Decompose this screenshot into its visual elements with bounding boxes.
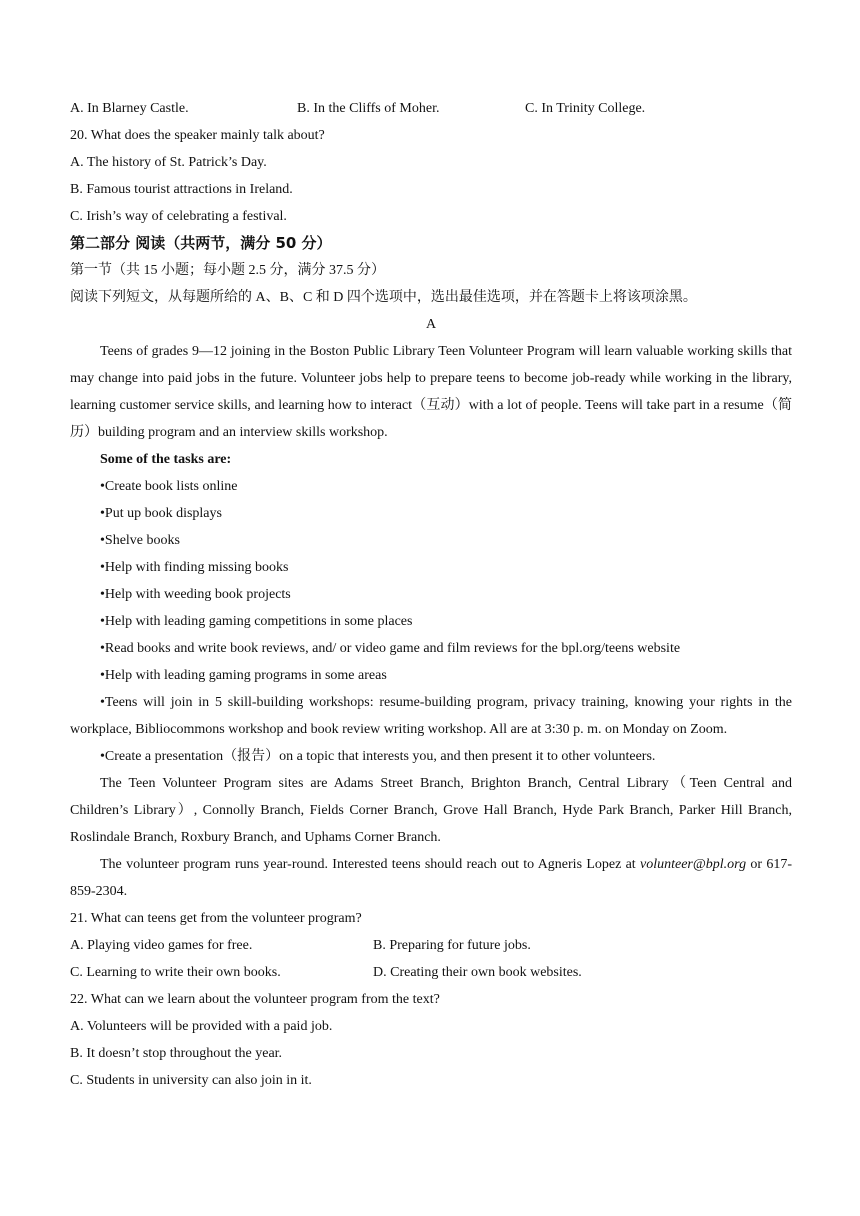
reading-instructions: 阅读下列短文，从每题所给的 A、B、C 和 D 四个选项中，选出最佳选项，并在答题卡上将该项涂黑。	[70, 290, 697, 305]
task-item: •Put up book displays	[100, 506, 222, 521]
contact-email: volunteer@bpl.org	[640, 857, 747, 872]
q22-option-b: B. It doesn’t stop throughout the year.	[70, 1046, 283, 1061]
task-item: •Read books and write book reviews, and/ or video game and film reviews for the bpl.org/teens website	[100, 641, 681, 656]
task-item: •Help with leading gaming programs in some areas	[100, 668, 387, 683]
q21-options-row2	[70, 959, 792, 986]
task-item: •Help with leading gaming competitions in some places	[100, 614, 413, 629]
q19-options	[70, 95, 792, 122]
part2-title: 第二部分 阅读（共两节，满分 50 分）	[70, 234, 332, 252]
q22-question: 22. What can we learn about the volunteer program from the text?	[70, 992, 440, 1007]
sites-paragraph: The Teen Volunteer Program sites are Adams Street Branch, Brighton Branch, Central Library（Teen Central and Children’s Library）, Connolly Branch, Fields Corner Branch, Grove Hall Branch, Hyde Park Branch, Parker Hill Branch, Roslindale Branch, Roxbury Branch, and Uphams Corner Branch.	[70, 776, 792, 845]
q22-option-a: A. Volunteers will be provided with a paid job.	[70, 1019, 333, 1034]
task-item: •Help with finding missing books	[100, 560, 289, 575]
task-item: •Create book lists online	[100, 479, 238, 494]
q22-option-c: C. Students in university can also join in it.	[70, 1073, 312, 1088]
q20-option-c: C. Irish’s way of celebrating a festival.	[70, 209, 287, 224]
task-item: •Help with weeding book projects	[100, 587, 291, 602]
q21-question: 21. What can teens get from the volunteer program?	[70, 911, 362, 926]
contact-prefix: The volunteer program runs year-round. Interested teens should reach out to Agneris Lopez at	[100, 857, 640, 872]
q19-option-c: C. In Trinity College.	[525, 101, 646, 116]
tasks-heading: Some of the tasks are:	[100, 452, 232, 467]
section1-heading: 第一节（共 15 小题；每小题 2.5 分，满分 37.5 分）	[70, 263, 385, 278]
q20-option-a: A. The history of St. Patrick’s Day.	[70, 155, 267, 170]
contact-paragraph	[70, 851, 792, 905]
q21-options-row1	[70, 932, 792, 959]
q20-option-b: B. Famous tourist attractions in Ireland.	[70, 182, 293, 197]
passage-label: A	[425, 317, 437, 332]
exam-page	[70, 95, 792, 1094]
presentation-item: •Create a presentation（报告）on a topic that interests you, and then present it to other volunteers.	[100, 749, 656, 764]
q21-option-d: D. Creating their own book websites.	[373, 965, 582, 980]
workshops-paragraph: •Teens will join in 5 skill-building workshops: resume-building program, privacy training, knowing your rights in the workplace, Bibliocommons workshop and book review writing workshop. All are at 3:30 p. m. on Monday on Zoom.	[70, 695, 792, 737]
q21-option-b: B. Preparing for future jobs.	[373, 938, 531, 953]
q21-option-a: A. Playing video games for free.	[70, 938, 253, 953]
task-item: •Shelve books	[100, 533, 180, 548]
q21-option-c: C. Learning to write their own books.	[70, 965, 281, 980]
passage-intro: Teens of grades 9—12 joining in the Boston Public Library Teen Volunteer Program will learn valuable working skills that may change into paid jobs in the future. Volunteer jobs help to prepare teens to become job-ready while working in the library, learning customer service skills, and learning how to interact（互动）with a lot of people. Teens will take part in a resume（简历）building program and an interview skills workshop.	[70, 344, 792, 440]
q19-option-a: A. In Blarney Castle.	[70, 101, 189, 116]
contact-suffix: or 617-859-2304.	[70, 857, 792, 899]
q20-question: 20. What does the speaker mainly talk about?	[70, 128, 325, 143]
q19-option-b: B. In the Cliffs of Moher.	[297, 101, 440, 116]
